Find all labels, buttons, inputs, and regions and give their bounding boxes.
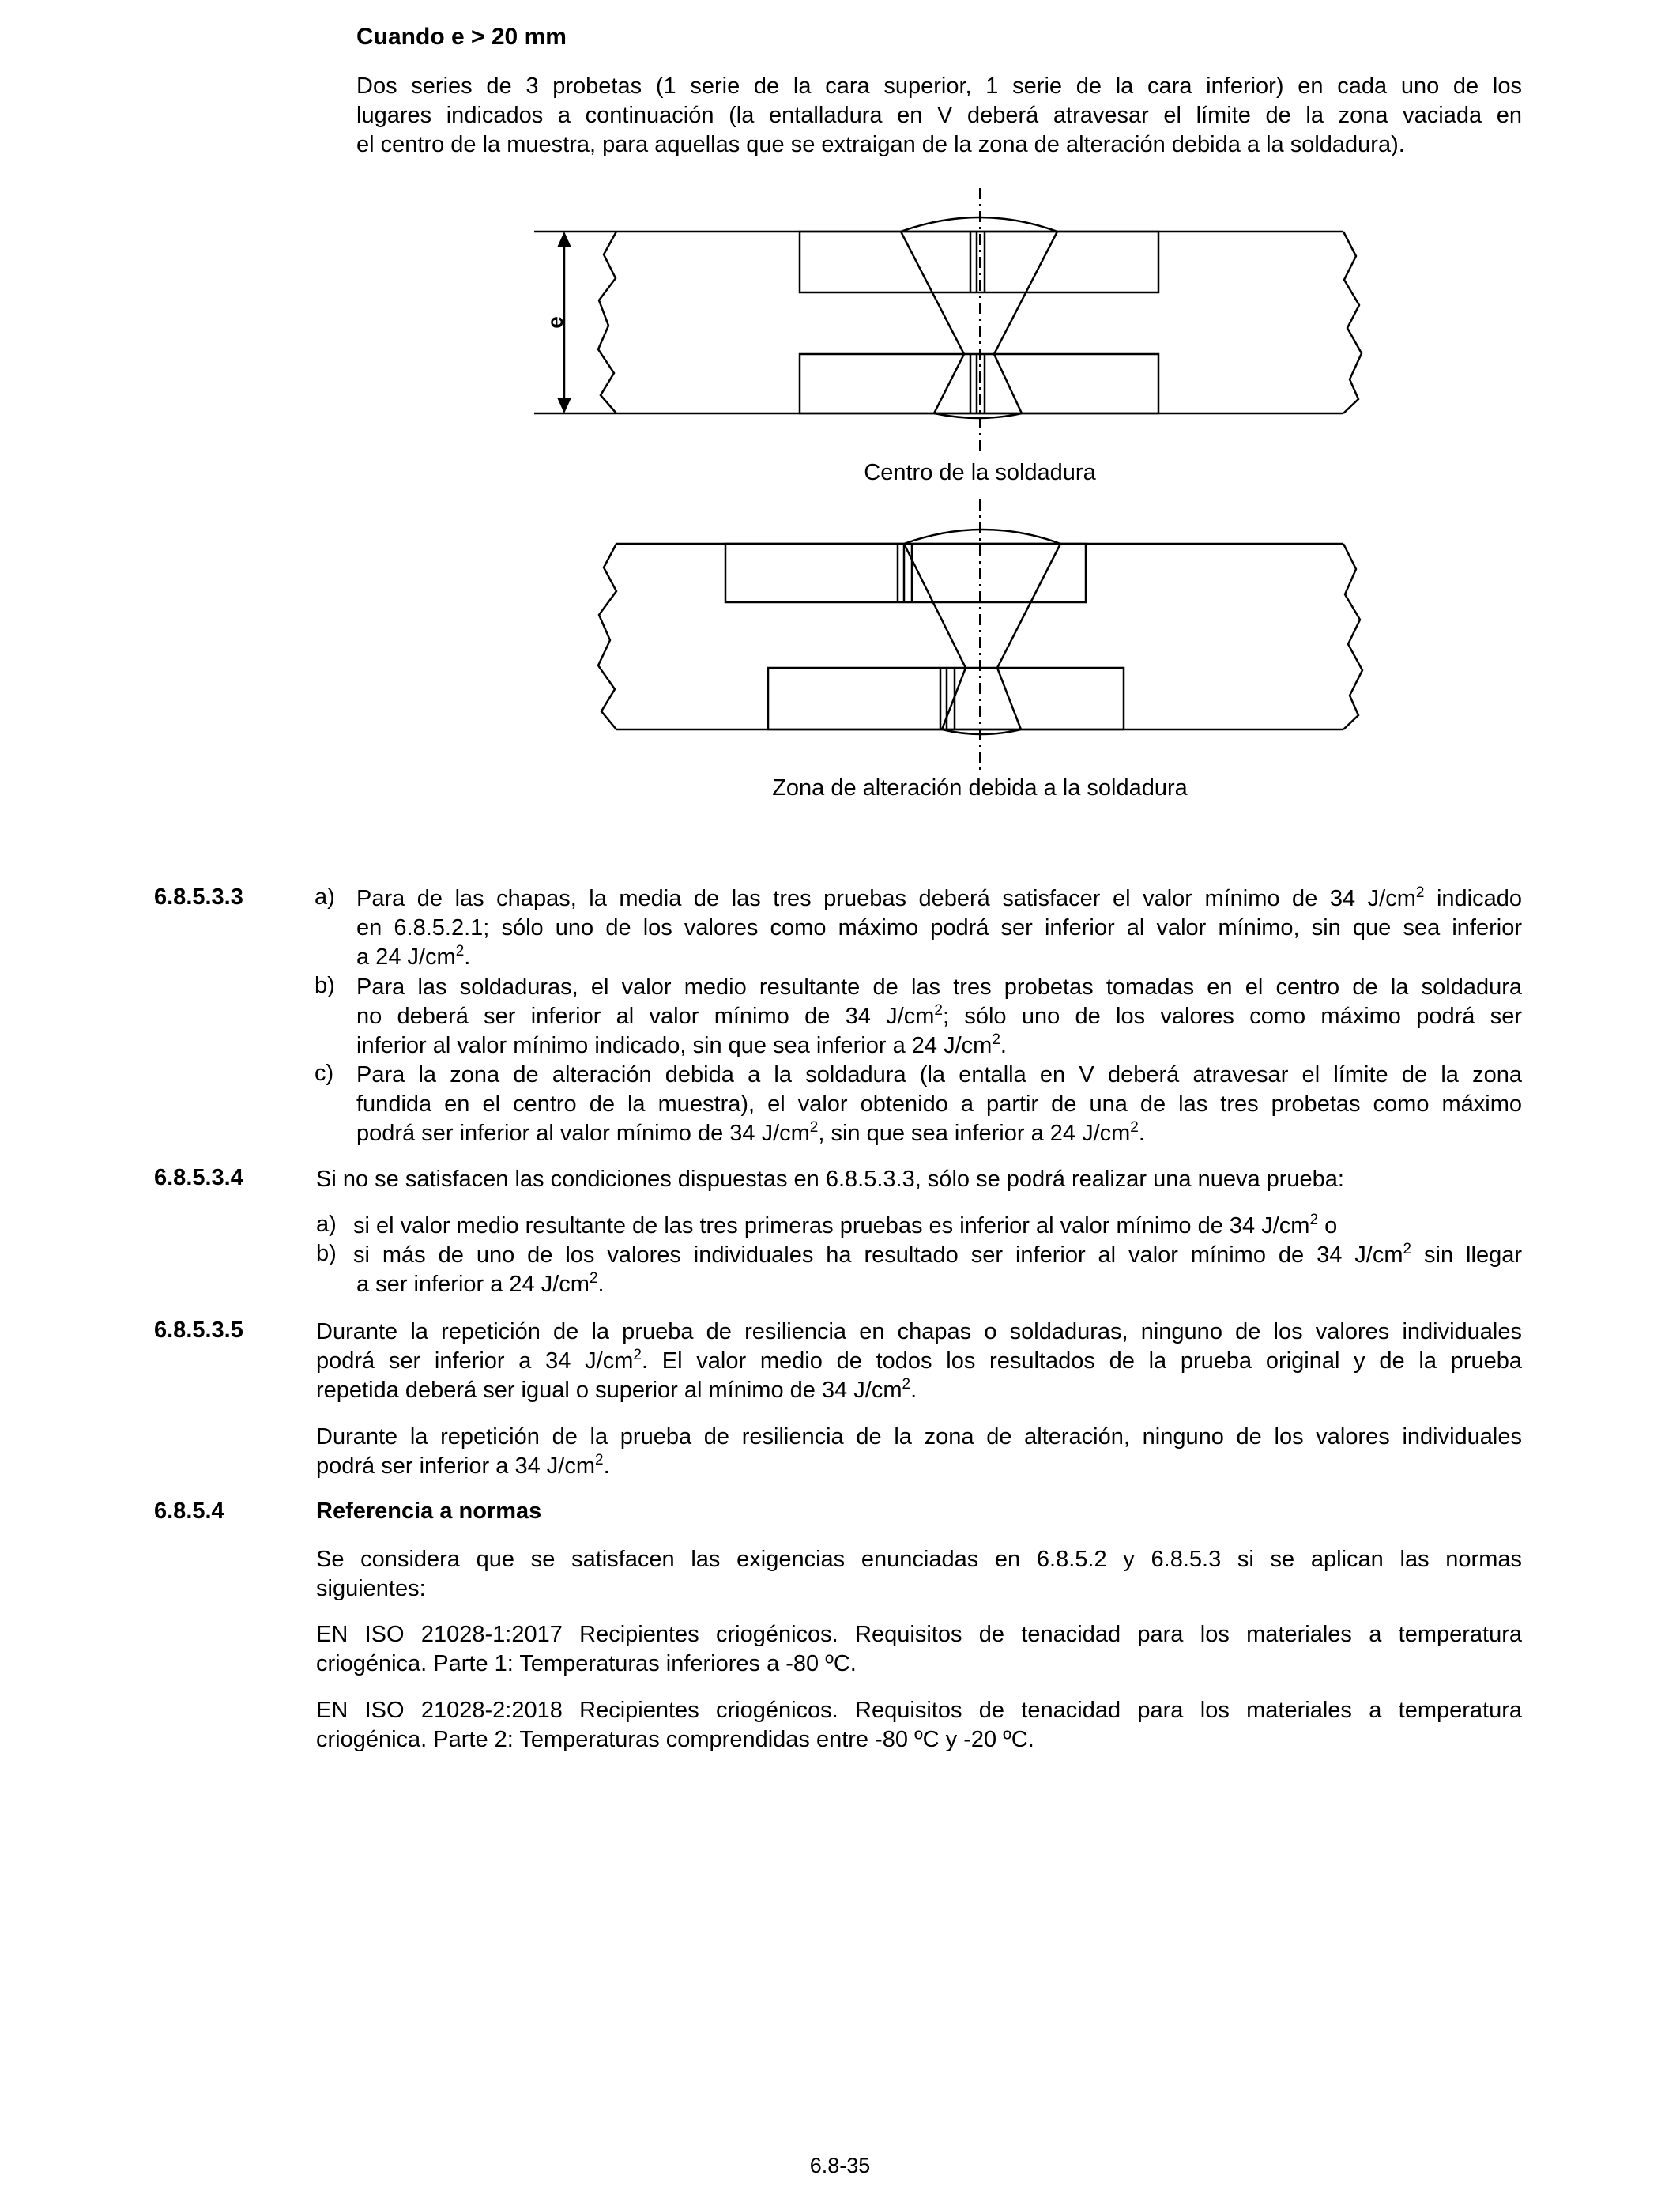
item-marker-c: c) bbox=[315, 1061, 334, 1086]
sup-2: 2 bbox=[1309, 1212, 1319, 1228]
repeat-p1-line-2: podrá ser inferior a 34 J/cm bbox=[316, 1348, 634, 1374]
caption-weld-center: Centro de la soldadura bbox=[864, 460, 1096, 485]
repeat-p2-line-2: podrá ser inferior a 34 J/cm bbox=[316, 1453, 595, 1479]
sup-2: 2 bbox=[633, 1347, 642, 1363]
item-b-line-2: no deberá ser inferior al valor mínimo de 34 J/cm bbox=[356, 1004, 935, 1029]
item-b-line-2-end: ; sólo uno de los valores como máximo podrá ser bbox=[942, 1004, 1522, 1029]
weld-specimen-figure bbox=[0, 0, 1680, 838]
section-6-8-5-3-5-paragraph-1 bbox=[316, 1318, 1522, 1405]
sup-2: 2 bbox=[809, 1119, 819, 1136]
standard-2-line-1: EN ISO 21028-2:2018 Recipientes criogénicos. Requisitos de tenacidad para los materiales a temperatura bbox=[316, 1698, 1522, 1723]
standard-2-line-2: criogénica. Parte 2: Temperaturas comprendidas entre -80 ºC y -20 ºC. bbox=[316, 1727, 1034, 1752]
retest-item-a bbox=[353, 1212, 1337, 1241]
arrowhead-up-icon bbox=[557, 232, 571, 247]
item-c-line-3-mid: , sin que sea inferior a 24 J/cm bbox=[818, 1121, 1131, 1146]
retest-item-b-line-2: a ser inferior a 24 J/cm bbox=[356, 1272, 590, 1297]
item-c-line-3: podrá ser inferior al valor mínimo de 34 J/cm bbox=[356, 1121, 810, 1146]
item-b-line-3: inferior al valor mínimo indicado, sin que sea inferior a 24 J/cm bbox=[356, 1033, 993, 1058]
item-a-line-3-end: . bbox=[464, 944, 471, 970]
intro-line-2: lugares indicados a continuación (la entalladura en V deberá atravesar el límite de la zona vaciada en bbox=[356, 103, 1522, 128]
standards-intro-line-1: Se considera que se satisfacen las exigencias enunciadas en 6.8.5.2 y 6.8.5.3 si se aplican las normas bbox=[316, 1547, 1522, 1572]
arrowhead-down-icon bbox=[557, 398, 571, 413]
sup-2: 2 bbox=[455, 943, 465, 959]
section-number-6-8-5-4: 6.8.5.4 bbox=[154, 1498, 224, 1524]
item-marker-b: b) bbox=[315, 973, 335, 998]
standards-intro-line-2: siguientes: bbox=[316, 1576, 426, 1601]
item-b-soldaduras bbox=[356, 973, 1522, 1061]
intro-line-1: Dos series de 3 probetas (1 serie de la cara superior, 1 serie de la cara inferior) en cada uno de los bbox=[356, 74, 1522, 99]
repeat-p1-line-3: repetida deberá ser igual o superior al mínimo de 34 J/cm bbox=[316, 1378, 902, 1403]
intro-heading: Cuando e > 20 mm bbox=[356, 24, 567, 50]
sup-2: 2 bbox=[902, 1376, 911, 1393]
item-b-line-1: Para las soldaduras, el valor medio resultante de las tres probetas tomadas en el centro de la soldadura bbox=[356, 974, 1522, 1000]
sup-2: 2 bbox=[1130, 1119, 1139, 1136]
item-marker-a: a) bbox=[316, 1212, 337, 1237]
item-a-line-1: Para de las chapas, la media de las tres pruebas deberá satisfacer el valor mínimo de 34 J/cm bbox=[356, 886, 1416, 911]
thickness-label: e bbox=[543, 316, 567, 329]
item-marker-a: a) bbox=[315, 884, 335, 910]
item-c-zona-alteracion bbox=[356, 1061, 1522, 1148]
item-a-line-3: a 24 J/cm bbox=[356, 944, 456, 970]
retest-item-b-line-2-end: . bbox=[597, 1272, 605, 1297]
item-c-line-1: Para la zona de alteración debida a la soldadura (la entalla en V deberá atravesar el límite de la zona bbox=[356, 1062, 1522, 1088]
sup-2: 2 bbox=[1403, 1241, 1412, 1257]
page-number: 6.8-35 bbox=[809, 2154, 871, 2177]
retest-item-b bbox=[353, 1241, 1522, 1299]
standard-1-line-1: EN ISO 21028-1:2017 Recipientes criogénicos. Requisitos de tenacidad para los materiales a temperatura bbox=[316, 1622, 1522, 1647]
sup-2: 2 bbox=[1415, 884, 1425, 901]
retest-item-a-end: o bbox=[1318, 1213, 1338, 1238]
standard-en-iso-21028-2 bbox=[316, 1696, 1522, 1755]
standard-1-line-2: criogénica. Parte 1: Temperaturas inferiores a -80 ºC. bbox=[316, 1651, 857, 1676]
item-marker-b: b) bbox=[316, 1241, 337, 1266]
repeat-p2-line-2-end: . bbox=[603, 1453, 610, 1479]
item-a-chapas bbox=[356, 884, 1522, 972]
sup-2: 2 bbox=[934, 1002, 943, 1019]
item-a-line-1-end: indicado bbox=[1424, 886, 1522, 911]
sup-2: 2 bbox=[594, 1452, 604, 1468]
repeat-p1-line-3-end: . bbox=[910, 1378, 917, 1403]
repeat-p2-line-1: Durante la repetición de la prueba de resiliencia de la zona de alteración, ninguno de los valores individuales bbox=[316, 1424, 1522, 1449]
repeat-p1-line-2-end: . El valor medio de todos los resultados de la prueba original y de la prueba bbox=[641, 1348, 1522, 1374]
section-6-8-5-3-4-text: Si no se satisfacen las condiciones dispuestas en 6.8.5.3.3, sólo se podrá realizar una nueva prueba: bbox=[316, 1167, 1344, 1192]
item-b-line-3-end: . bbox=[1000, 1033, 1007, 1058]
section-number-6-8-5-3-4: 6.8.5.3.4 bbox=[154, 1165, 243, 1190]
item-c-line-3-end: . bbox=[1138, 1121, 1145, 1146]
sup-2: 2 bbox=[589, 1270, 598, 1287]
section-6-8-5-3-5-paragraph-2 bbox=[316, 1423, 1522, 1481]
item-c-line-2: fundida en el centro de la muestra), el valor obtenido a partir de una de las tres probetas como máximo bbox=[356, 1091, 1522, 1117]
caption-heat-affected-zone: Zona de alteración debida a la soldadura bbox=[772, 775, 1188, 801]
standards-intro-paragraph bbox=[316, 1545, 1522, 1604]
retest-item-b-line-1: si más de uno de los valores individuales ha resultado ser inferior al valor mínimo de 34 J/cm bbox=[353, 1242, 1403, 1268]
retest-item-b-line-1-end: sin llegar bbox=[1411, 1242, 1522, 1268]
section-number-6-8-5-3-5: 6.8.5.3.5 bbox=[154, 1318, 243, 1343]
sup-2: 2 bbox=[992, 1031, 1000, 1048]
standard-en-iso-21028-1 bbox=[316, 1620, 1522, 1679]
retest-item-a-text: si el valor medio resultante de las tres primeras pruebas es inferior al valor mínimo de 34 J/cm bbox=[353, 1213, 1310, 1238]
section-number-6-8-5-3-3: 6.8.5.3.3 bbox=[154, 884, 243, 910]
item-a-line-2: en 6.8.5.2.1; sólo uno de los valores como máximo podrá ser inferior al valor mínimo, sin que sea inferior bbox=[356, 915, 1522, 941]
section-6-8-5-4-title: Referencia a normas bbox=[316, 1498, 542, 1524]
repeat-p1-line-1: Durante la repetición de la prueba de resiliencia en chapas o soldaduras, ninguno de los valores individuales bbox=[316, 1319, 1522, 1344]
intro-line-3: el centro de la muestra, para aquellas que se extraigan de la zona de alteración debida a la soldadura). bbox=[356, 132, 1405, 157]
